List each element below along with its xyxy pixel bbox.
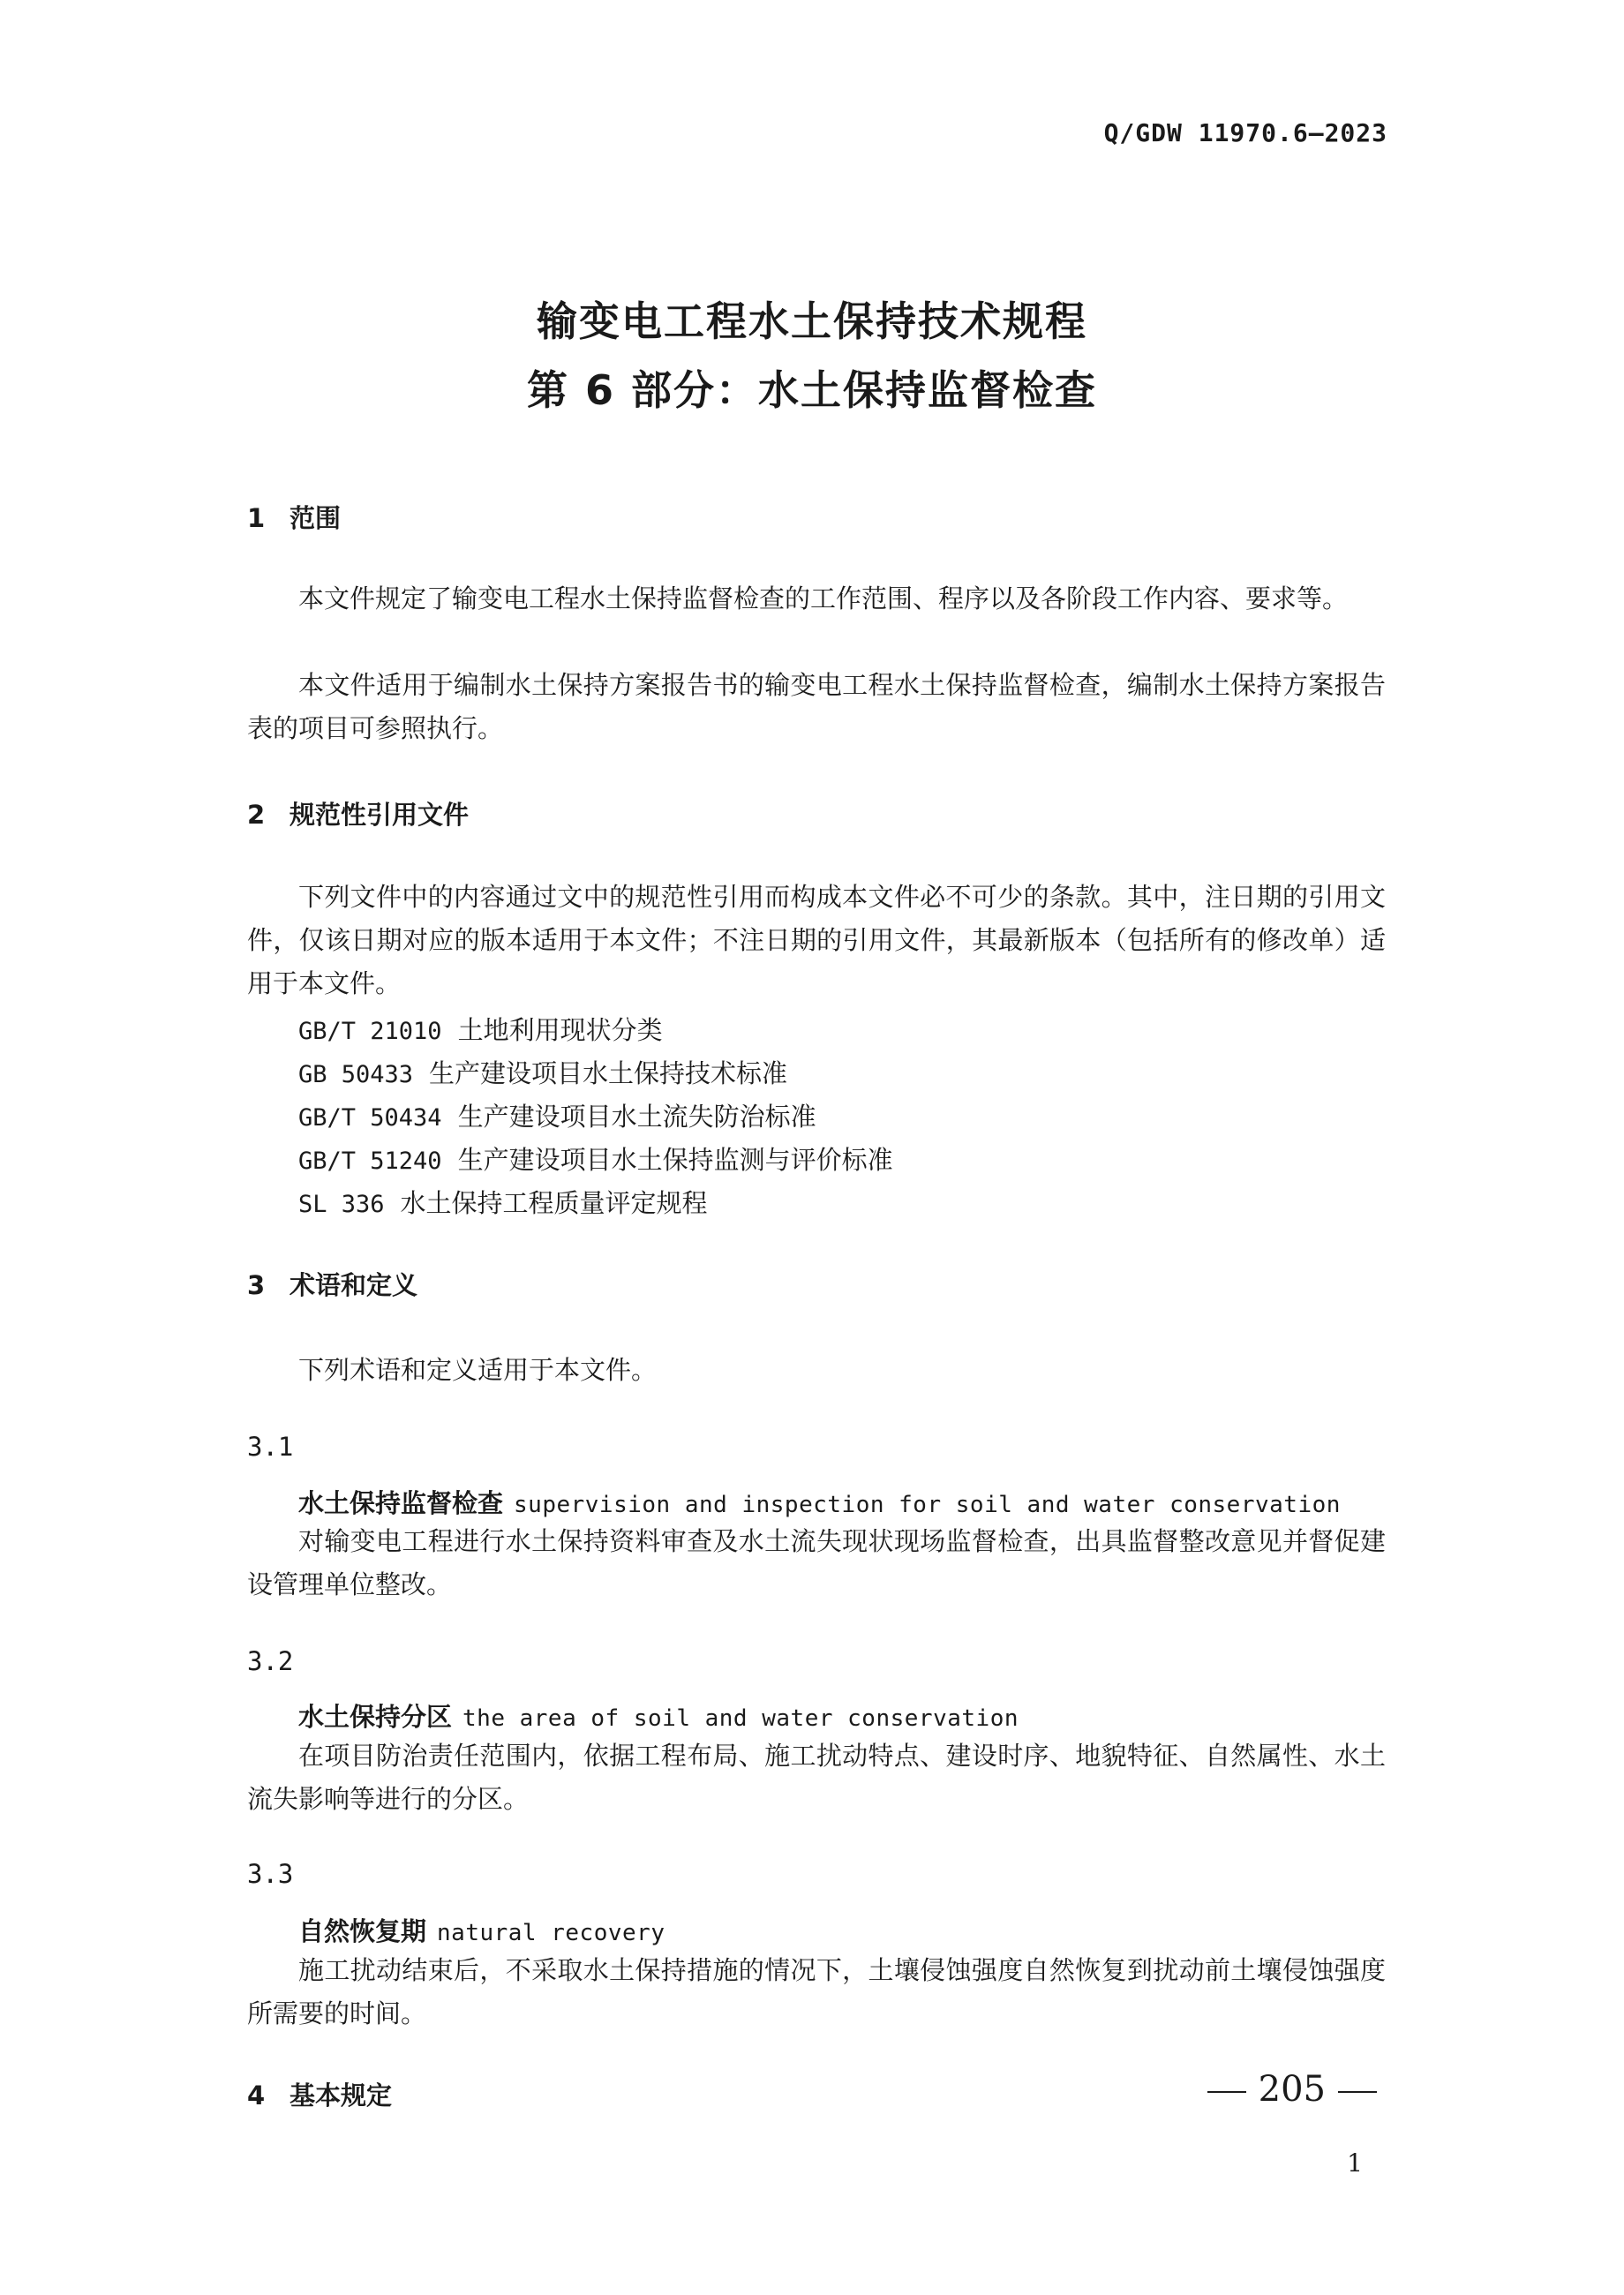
page-number xyxy=(1195,2069,1389,2110)
section-heading-normative-references xyxy=(247,795,469,831)
section-number: 1 xyxy=(247,503,266,533)
term-entry xyxy=(298,1484,1341,1520)
reference-item xyxy=(298,1184,708,1220)
term-chinese: 水土保持分区 xyxy=(298,1702,453,1732)
references-intro: 下列文件中的内容通过文中的规范性引用而构成本文件必不可少的条款。其中，注日期的引用文件，仅该日期对应的版本适用于本文件；不注日期的引用文件，其最新版本（包括所有的修改单）适用于本文件。 xyxy=(247,882,1386,998)
term-chinese: 水土保持监督检查 xyxy=(298,1488,504,1518)
term-entry xyxy=(298,1697,1019,1734)
section-title: 范围 xyxy=(289,503,342,533)
reference-code: SL 336 xyxy=(298,1191,385,1218)
term-definition: 施工扰动结束后，不采取水土保持措施的情况下，土壤侵蚀强度自然恢复到扰动前土壤侵蚀强度所需要的时间。 xyxy=(247,1955,1386,2028)
reference-name: 生产建设项目水土流失防治标准 xyxy=(457,1102,816,1132)
dash-right xyxy=(1338,2091,1377,2093)
term-definition: 在项目防治责任范围内，依据工程布局、施工扰动特点、建设时序、地貌特征、自然属性、水土流失影响等进行的分区。 xyxy=(247,1741,1386,1814)
reference-code: GB/T 50434 xyxy=(298,1104,442,1132)
term-chinese: 自然恢复期 xyxy=(298,1916,427,1946)
reference-item xyxy=(298,1011,663,1047)
page-number-value: 205 xyxy=(1258,2069,1326,2110)
term-number: 3.2 xyxy=(247,1646,294,1676)
section-number: 2 xyxy=(247,800,266,830)
reference-code: GB 50433 xyxy=(298,1061,414,1088)
reference-name: 生产建设项目水土保持监测与评价标准 xyxy=(457,1145,893,1175)
section-number: 3 xyxy=(247,1270,266,1300)
section-number: 4 xyxy=(247,2081,266,2111)
dash-left xyxy=(1207,2091,1246,2093)
reference-code: GB/T 51240 xyxy=(298,1148,442,1175)
section-title: 规范性引用文件 xyxy=(289,800,470,830)
folio-number: 1 xyxy=(1347,2148,1363,2178)
reference-name: 水土保持工程质量评定规程 xyxy=(400,1188,708,1218)
reference-name: 土地利用现状分类 xyxy=(457,1015,663,1045)
term-definition: 对输变电工程进行水土保持资料审查及水土流失现状现场监督检查，出具监督整改意见并督促建设管理单位整改。 xyxy=(247,1526,1386,1599)
terms-intro: 下列术语和定义适用于本文件。 xyxy=(298,1355,658,1385)
section-title: 术语和定义 xyxy=(289,1270,418,1300)
term-english: the area of soil and water conservation xyxy=(462,1705,1019,1732)
term-number: 3.1 xyxy=(247,1432,294,1462)
document-code: Q/GDW 11970.6—2023 xyxy=(1103,118,1387,147)
section-title: 基本规定 xyxy=(289,2081,393,2111)
term-english: supervision and inspection for soil and water conservation xyxy=(514,1492,1341,1518)
section-heading-terms xyxy=(247,1266,417,1302)
scope-paragraph-1: 本文件规定了输变电工程水土保持监督检查的工作范围、程序以及各阶段工作内容、要求等。 xyxy=(298,583,1349,613)
document-subtitle: 第 6 部分：水土保持监督检查 xyxy=(526,366,1098,414)
document-title: 输变电工程水土保持技术规程 xyxy=(537,297,1087,345)
reference-item xyxy=(298,1054,787,1090)
reference-name: 生产建设项目水土保持技术标准 xyxy=(429,1058,788,1088)
scope-paragraph-2: 本文件适用于编制水土保持方案报告书的输变电工程水土保持监督检查，编制水土保持方案报告表的项目可参照执行。 xyxy=(247,670,1386,743)
section-heading-scope xyxy=(247,499,341,535)
term-number: 3.3 xyxy=(247,1859,294,1889)
section-heading-basic-provisions xyxy=(247,2076,392,2112)
term-english: natural recovery xyxy=(437,1920,665,1946)
term-entry xyxy=(298,1912,665,1948)
reference-item xyxy=(298,1097,816,1133)
reference-code: GB/T 21010 xyxy=(298,1018,442,1045)
reference-item xyxy=(298,1140,893,1177)
